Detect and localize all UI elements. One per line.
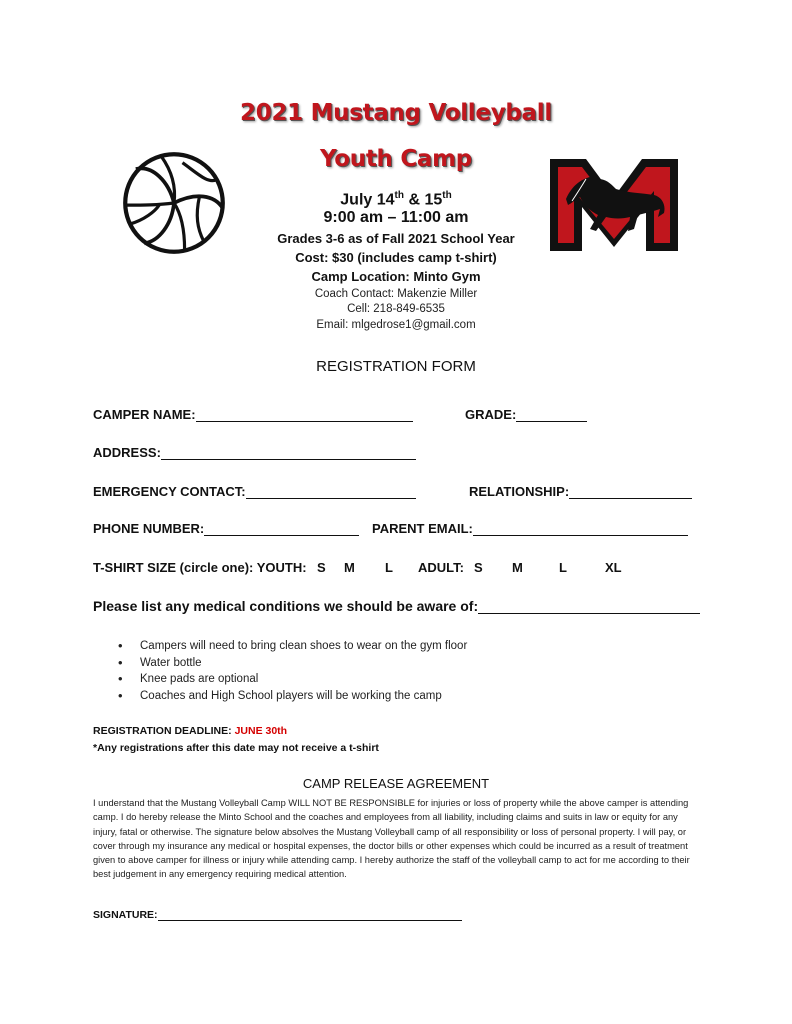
phone-number-line[interactable] bbox=[204, 523, 359, 536]
camp-title: 2021 Mustang Volleyball bbox=[240, 100, 552, 126]
phone-number-field[interactable]: PHONE NUMBER: bbox=[93, 521, 359, 536]
coach-cell: Cell: 218-849-6535 bbox=[347, 303, 445, 315]
deadline-date: JUNE 30th bbox=[234, 725, 288, 737]
list-item: • Coaches and High School players will be working the camp bbox=[118, 688, 467, 705]
address-line[interactable] bbox=[161, 447, 416, 460]
signature-field[interactable]: SIGNATURE: bbox=[93, 909, 462, 921]
emergency-contact-field[interactable]: EMERGENCY CONTACT: bbox=[93, 484, 416, 499]
medical-conditions-field[interactable]: Please list any medical conditions we should be aware of: bbox=[93, 598, 700, 614]
camp-notes-list bbox=[118, 638, 467, 704]
registration-deadline: REGISTRATION DEADLINE: JUNE 30th bbox=[93, 725, 288, 737]
coach-email: Email: mlgedrose1@gmail.com bbox=[316, 319, 476, 331]
signature-line[interactable] bbox=[158, 910, 462, 921]
coach-contact: Coach Contact: Makenzie Miller bbox=[314, 288, 478, 300]
list-item: • Knee pads are optional bbox=[118, 671, 467, 688]
camper-name-field[interactable]: CAMPER NAME: bbox=[93, 407, 413, 422]
relationship-line[interactable] bbox=[569, 486, 692, 499]
release-agreement-title: CAMP RELEASE AGREEMENT bbox=[302, 776, 490, 791]
camp-grades: Grades 3-6 as of Fall 2021 School Year bbox=[277, 231, 515, 246]
youth-size-l[interactable]: L bbox=[385, 560, 393, 575]
address-field[interactable]: ADDRESS: bbox=[93, 445, 416, 460]
list-item: • Campers will need to bring clean shoes to wear on the gym floor bbox=[118, 638, 467, 655]
camp-cost: Cost: $30 (includes camp t-shirt) bbox=[295, 250, 497, 265]
adult-size-label: ADULT: bbox=[418, 560, 464, 575]
medical-conditions-line[interactable] bbox=[478, 601, 700, 614]
camper-name-line[interactable] bbox=[196, 409, 413, 422]
tshirt-size-label: T-SHIRT SIZE (circle one): YOUTH: bbox=[93, 560, 307, 575]
camp-subtitle: Youth Camp bbox=[320, 146, 472, 172]
adult-size-m[interactable]: M bbox=[512, 560, 523, 575]
grade-field[interactable]: GRADE: bbox=[465, 407, 587, 422]
list-item: • Water bottle bbox=[118, 655, 467, 672]
adult-size-s[interactable]: S bbox=[474, 560, 483, 575]
parent-email-field[interactable]: PARENT EMAIL: bbox=[372, 521, 688, 536]
registration-form-title: REGISTRATION FORM bbox=[316, 358, 476, 375]
grade-line[interactable] bbox=[516, 409, 587, 422]
camp-dates: July 14th & 15th bbox=[340, 190, 452, 209]
camp-time: 9:00 am – 11:00 am bbox=[323, 209, 469, 226]
release-agreement-text: I understand that the Mustang Volleyball Camp WILL NOT BE RESPONSIBLE for injuries or loss of property while the above camper is attending camp. I do hereby release the Minto School and the coaches and employees from all liability, including claims and suits in law or equity for any injury, fatal or otherwise. The signature below absolves the Mustang Volleyball camp of all responsibility or loss of personal property. I will pay, or cover through my insurance any medical or hospital expenses, the doctor bills or other expenses which could be incurred as a result of treatment given to above camper for illness or injury while attending camp. I hereby authorize the staff of the volleyball camp to act for me according to their best judgement in any emergency requiring medical attention. bbox=[93, 798, 690, 880]
parent-email-line[interactable] bbox=[473, 523, 688, 536]
youth-size-m[interactable]: M bbox=[344, 560, 355, 575]
adult-size-l[interactable]: L bbox=[559, 560, 567, 575]
relationship-field[interactable]: RELATIONSHIP: bbox=[469, 484, 692, 499]
youth-size-s[interactable]: S bbox=[317, 560, 326, 575]
camp-location: Camp Location: Minto Gym bbox=[311, 269, 481, 284]
emergency-contact-line[interactable] bbox=[246, 486, 416, 499]
deadline-note: *Any registrations after this date may not receive a t-shirt bbox=[93, 742, 379, 754]
adult-size-xl[interactable]: XL bbox=[605, 560, 622, 575]
